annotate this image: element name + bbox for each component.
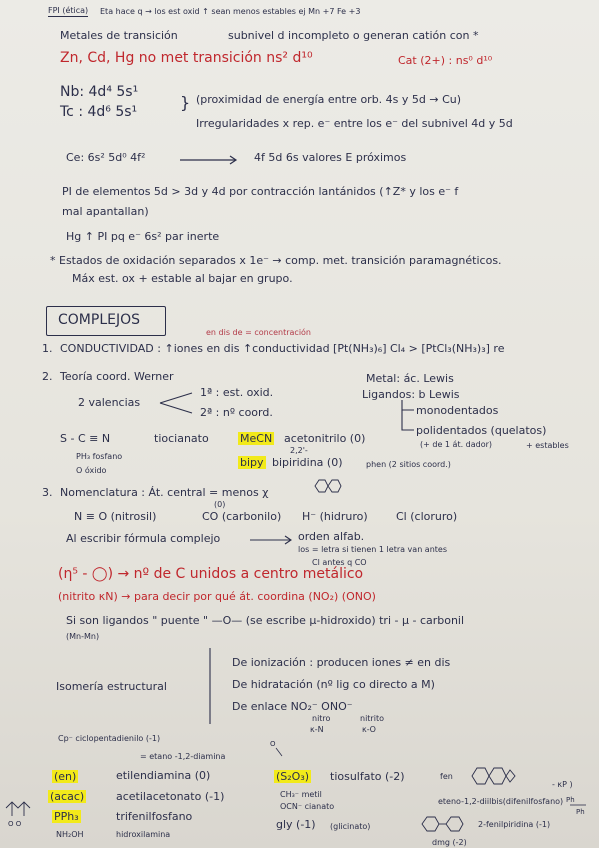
ligandos-lewis: Ligandos: b Lewis (362, 388, 460, 401)
phen-label: phen (2 sitios coord.) (366, 460, 451, 469)
eta-line: (η⁵ - ◯) → nº de C unidos a centro metálico (58, 566, 364, 582)
glycine-sketch-icon (270, 736, 290, 762)
puente-line: Si son ligandos " puente " —O— (se escribe μ-hidroxido) tri - μ - carbonil (66, 614, 465, 627)
section-title: COMPLEJOS (58, 312, 140, 328)
puente-note: (Mn-Mn) (66, 632, 100, 641)
tiocianato-label: tiocianato (154, 432, 209, 445)
phen-structure-icon (470, 764, 516, 788)
metal-lewis: Metal: ác. Lewis (366, 372, 454, 385)
ionizacion: De ionización : producen iones ≠ en dis (232, 656, 451, 669)
svg-text:Ph: Ph (576, 808, 585, 816)
en-label: (en) (54, 770, 77, 783)
tiosulfato-name: tiosulfato (-2) (330, 770, 405, 783)
nitrosil: N ≡ O (nitrosil) (74, 510, 157, 523)
item-3-number: 3. (42, 486, 53, 499)
bipy-structure-icon (312, 478, 342, 494)
polidentados-note: (+ de 1 át. dador) (420, 440, 493, 449)
nitrito-line: (nitrito κN) → para decir por qué át. coordina (NO₂) (ONO) (58, 590, 376, 603)
kp-label: - κP ) (552, 780, 573, 789)
svg-text:Ph: Ph (566, 796, 575, 804)
cloruro: Cl (cloruro) (396, 510, 458, 523)
estados-line-1: * Estados de oxidación separados x 1e⁻ → comp. met. transición paramagnéticos. (50, 254, 502, 267)
conductividad-line: CONDUCTIVIDAD : ↑iones en dis ↑conductividad [Pt(NH₃)₆] Cl₄ > [PtCl₃(NH₃)₃] re (60, 342, 505, 355)
proximidad-text: (proximidad de energía entre orb. 4s y 5d → Cu) (196, 93, 462, 106)
enlace: De enlace NO₂⁻ ONO⁻ (232, 700, 353, 713)
fosfano-label: PH₃ fosfano (76, 452, 123, 461)
metil-label: CH₃⁻ metil (280, 790, 322, 799)
acac-structure-icon (4, 800, 32, 834)
cl-co-rule: Cl antes q CO (312, 558, 367, 567)
glicinato-label: (glicinato) (330, 822, 371, 831)
mecn-label: MeCN (240, 432, 273, 445)
en-name: etilendiamina (0) (116, 769, 211, 782)
oxido-label: O óxido (76, 466, 107, 475)
arrow-icon (250, 535, 294, 545)
acetonitrilo-label: acetonitrilo (0) (284, 432, 366, 445)
cianato-label: OCN⁻ cianato (280, 802, 335, 811)
acac-label: (acac) (50, 790, 85, 803)
etano-note: = etano -1,2-diamina (140, 752, 226, 761)
arrow-icon (180, 155, 240, 165)
conductividad-note: en dis de = concentración (206, 328, 312, 337)
fenilpiridina-label: 2-fenilpiridina (-1) (478, 820, 551, 829)
header-text: Eta hace q → los est oxid ↑ sean menos estables ej Mn +7 Fe +3 (100, 7, 361, 16)
bipy-label: bipy (240, 456, 264, 469)
item-2-number: 2. (42, 370, 53, 383)
valencias-label: 2 valencias (78, 396, 141, 409)
pi-line-1: PI de elementos 5d > 3d y 4d por contracción lantánidos (↑Z* y los e⁻ f (62, 185, 459, 198)
tiocianato-formula: S - C ≡ N (60, 432, 111, 445)
ce-config: Ce: 6s² 5d⁰ 4f² (66, 151, 146, 164)
metales-left: Metales de transición (60, 29, 178, 42)
s2o3-label: (S₂O₃) (276, 770, 310, 783)
acac-name: acetilacetonato (-1) (116, 790, 225, 803)
nomenclatura-title: Nomenclatura : Át. central = menos χ (60, 486, 269, 499)
estados-line-2: Máx est. ox + estable al bajar en grupo. (72, 272, 293, 285)
kn-label: κ-N (310, 725, 324, 734)
nh2oh-label: NH₂OH (56, 830, 84, 839)
pph3-label: PPh₃ (54, 810, 79, 823)
gly-label: gly (-1) (276, 818, 316, 831)
carbonilo-charge: (0) (214, 500, 226, 509)
brace-icon: } (180, 93, 191, 112)
brace-line-icon (206, 648, 216, 724)
branch-arrows-icon (160, 390, 196, 416)
charge-note: 2,2'- (290, 446, 308, 455)
estables-note: + estables (526, 441, 569, 450)
svg-text:O: O (270, 740, 276, 748)
phenylpyridine-structure-icon (420, 814, 470, 834)
letra-rule: los = letra si tienen 1 letra van antes (298, 545, 448, 554)
pi-line-2: mal apantallan) (62, 205, 149, 218)
valencia-2: 2ª : nº coord. (200, 406, 273, 419)
isomeria-title: Isomería estructural (56, 680, 167, 693)
carbonilo: CO (carbonilo) (202, 510, 282, 523)
orden-alfab: orden alfab. (298, 530, 365, 543)
irregularidades-text: Irregularidades x rep. e⁻ entre los e⁻ del subnivel 4d y 5d (196, 117, 513, 130)
svg-text:O O: O O (8, 820, 22, 828)
ko-label: κ-O (362, 725, 376, 734)
hidratacion: De hidratación (nº lig co directo a M) (232, 678, 435, 691)
cat-line: Cat (2+) : ns⁰ d¹⁰ (398, 54, 493, 67)
nitro-label: nitro (312, 714, 331, 723)
pph3-name: trifenilfosfano (116, 810, 193, 823)
monodentados: monodentados (416, 404, 499, 417)
valencia-1: 1ª : est. oxid. (200, 386, 274, 399)
fen-label: fen (440, 772, 453, 781)
header-tag: FPI (ética) (48, 6, 89, 15)
formula-label: Al escribir fórmula complejo (66, 532, 221, 545)
zn-line: Zn, Cd, Hg no met transición ns² d¹⁰ (60, 50, 313, 66)
cp-label: Cp⁻ ciclopentadienilo (-1) (58, 734, 161, 743)
eteno-label: eteno-1,2-diilbis(difenilfosfano) (438, 797, 564, 806)
diphos-structure-icon (566, 792, 592, 816)
dmg-label: dmg (-2) (432, 838, 467, 847)
metales-right: subnivel d incompleto o generan catión con * (228, 29, 479, 42)
polidentados: polidentados (quelatos) (416, 424, 547, 437)
hg-line: Hg ↑ PI pq e⁻ 6s² par inerte (66, 230, 220, 243)
hidroxilamina-name: hidroxilamina (116, 830, 171, 839)
nb-config: Nb: 4d⁴ 5s¹ (60, 84, 139, 100)
nitrito-label: nitrito (360, 714, 384, 723)
hidruro: H⁻ (hidruro) (302, 510, 368, 523)
bipiridina-label: bipiridina (0) (272, 456, 343, 469)
tc-config: Tc : 4d⁶ 5s¹ (60, 104, 138, 120)
item-1-number: 1. (42, 342, 53, 355)
ce-values: 4f 5d 6s valores E próximos (254, 151, 407, 164)
werner-title: Teoría coord. Werner (60, 370, 174, 383)
